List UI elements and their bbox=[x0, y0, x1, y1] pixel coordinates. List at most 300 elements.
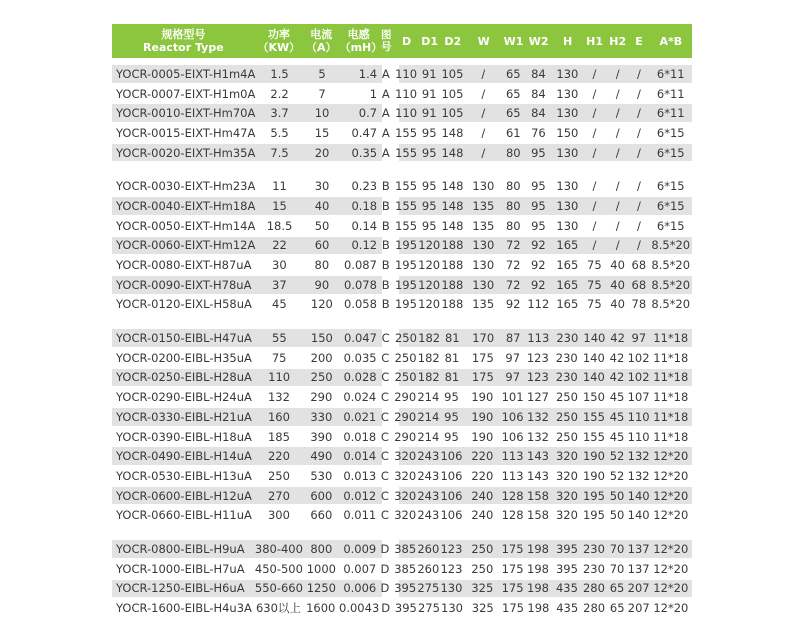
cell-h: 130 bbox=[556, 145, 579, 160]
cell-w1: 72 bbox=[505, 277, 521, 292]
cell-w: 130 bbox=[472, 277, 495, 292]
cell-w2: 76 bbox=[531, 125, 546, 140]
cell-h1: 230 bbox=[582, 561, 605, 576]
cell-h2: 65 bbox=[609, 601, 625, 616]
cell-w: 240 bbox=[471, 488, 494, 503]
cell-figure-no: A bbox=[381, 125, 390, 140]
cell-power-kw: 450-500 bbox=[254, 561, 303, 576]
cell-d: 195 bbox=[394, 297, 417, 312]
cell-h: 250 bbox=[555, 409, 578, 424]
row-group bbox=[112, 64, 692, 162]
cell-a-b: 8.5*20 bbox=[651, 297, 691, 312]
cell-w2: 95 bbox=[531, 218, 546, 233]
header-inductance-cn: 电感 bbox=[347, 28, 370, 41]
cell-e: / bbox=[636, 179, 641, 194]
cell-reactor-type: YOCR-0600-EIBL-H12uA bbox=[116, 488, 252, 503]
cell-w2: 198 bbox=[527, 541, 549, 556]
cell-d2: 81 bbox=[444, 370, 460, 385]
row-group bbox=[112, 176, 692, 314]
cell-h1: 280 bbox=[582, 581, 605, 596]
cell-e: / bbox=[636, 198, 641, 213]
cell-d1: 95 bbox=[421, 198, 437, 213]
cell-h: 230 bbox=[556, 331, 579, 346]
cell-current-a: 1000 bbox=[306, 561, 336, 576]
cell-d1: 275 bbox=[417, 581, 440, 596]
cell-h2: / bbox=[615, 106, 620, 121]
cell-current-a: 390 bbox=[310, 429, 333, 444]
cell-w1: 101 bbox=[501, 390, 524, 405]
cell-figure-no: D bbox=[380, 561, 390, 576]
cell-h1: 150 bbox=[582, 390, 605, 405]
cell-figure-no: C bbox=[380, 429, 389, 444]
cell-figure-no: A bbox=[381, 106, 390, 121]
cell-inductance-mh: 0.7 bbox=[358, 106, 378, 121]
cell-reactor-type: YOCR-0060-EIXT-Hm12A bbox=[116, 238, 256, 253]
table-row bbox=[112, 466, 692, 486]
cell-power-kw: 380-400 bbox=[254, 541, 303, 556]
table-row bbox=[112, 123, 692, 143]
cell-d: 320 bbox=[394, 488, 417, 503]
header-d1: D1 bbox=[421, 34, 439, 48]
cell-d2: 148 bbox=[441, 218, 464, 233]
cell-d: 155 bbox=[395, 125, 418, 140]
cell-d2: 95 bbox=[444, 429, 459, 444]
table-row bbox=[112, 328, 692, 348]
cell-h1: 190 bbox=[582, 449, 605, 464]
cell-h2: 70 bbox=[609, 541, 625, 556]
cell-power-kw: 185 bbox=[267, 429, 290, 444]
cell-h1: 140 bbox=[582, 350, 605, 365]
header-power-cn: 功率 bbox=[267, 28, 290, 41]
cell-w2: 92 bbox=[530, 277, 546, 292]
cell-reactor-type: YOCR-0200-EIBL-H35uA bbox=[116, 350, 252, 365]
header-e: E bbox=[635, 34, 643, 48]
cell-reactor-type: YOCR-1000-EIBL-H7uA bbox=[116, 561, 245, 576]
cell-current-a: 150 bbox=[310, 331, 333, 346]
header-power bbox=[255, 28, 303, 54]
cell-h1: 195 bbox=[582, 488, 605, 503]
cell-w1: 175 bbox=[501, 581, 524, 596]
cell-d2: 148 bbox=[441, 125, 464, 140]
cell-h: 130 bbox=[556, 66, 579, 81]
cell-current-a: 330 bbox=[310, 409, 333, 424]
cell-e: 102 bbox=[627, 370, 650, 385]
cell-a-b: 6*15 bbox=[656, 145, 685, 160]
cell-d1: 214 bbox=[417, 390, 440, 405]
cell-inductance-mh: 0.0043 bbox=[339, 601, 380, 616]
cell-d: 155 bbox=[395, 218, 418, 233]
cell-figure-no: B bbox=[381, 198, 390, 213]
cell-d1: 182 bbox=[417, 350, 440, 365]
cell-d: 395 bbox=[394, 581, 417, 596]
cell-d: 250 bbox=[394, 331, 417, 346]
cell-figure-no: C bbox=[380, 468, 389, 483]
cell-a-b: 12*20 bbox=[653, 508, 689, 523]
cell-h1: / bbox=[592, 125, 597, 140]
cell-d1: 120 bbox=[418, 258, 441, 273]
cell-d2: 81 bbox=[444, 331, 460, 346]
cell-inductance-mh: 0.047 bbox=[344, 331, 377, 346]
cell-w2: 113 bbox=[527, 331, 550, 346]
table-row bbox=[112, 368, 692, 388]
cell-reactor-type: YOCR-0490-EIBL-H14uA bbox=[116, 449, 252, 464]
header-current-cn: 电流 bbox=[310, 28, 333, 41]
cell-figure-no: A bbox=[381, 86, 390, 101]
cell-power-kw: 250 bbox=[267, 468, 290, 483]
header-current bbox=[303, 28, 340, 54]
cell-d2: 106 bbox=[440, 449, 463, 464]
cell-d2: 123 bbox=[440, 561, 463, 576]
cell-h: 320 bbox=[555, 488, 578, 503]
cell-e: 68 bbox=[631, 258, 647, 273]
cell-w1: 113 bbox=[501, 468, 524, 483]
cell-e: 207 bbox=[627, 581, 650, 596]
cell-w1: 106 bbox=[501, 409, 524, 424]
header-current-unit: （A） bbox=[306, 41, 337, 54]
cell-h2: 65 bbox=[609, 581, 625, 596]
cell-reactor-type: YOCR-0080-EIXT-H87uA bbox=[116, 258, 252, 273]
cell-h1: 75 bbox=[587, 258, 602, 273]
table-row bbox=[112, 539, 692, 559]
cell-w: 190 bbox=[471, 390, 494, 405]
cell-power-kw: 7.5 bbox=[270, 145, 289, 160]
cell-figure-no: A bbox=[381, 145, 390, 160]
cell-w1: 128 bbox=[501, 508, 524, 523]
cell-a-b: 8.5*20 bbox=[651, 238, 691, 253]
cell-h2: 52 bbox=[609, 468, 625, 483]
cell-w: 220 bbox=[471, 468, 494, 483]
cell-d1: 260 bbox=[417, 541, 440, 556]
cell-a-b: 11*18 bbox=[653, 350, 689, 365]
cell-a-b: 8.5*20 bbox=[651, 258, 691, 273]
cell-d1: 182 bbox=[417, 370, 440, 385]
table-row bbox=[112, 505, 692, 525]
cell-current-a: 7 bbox=[318, 86, 326, 101]
cell-w1: 72 bbox=[505, 238, 521, 253]
cell-h1: 230 bbox=[582, 541, 605, 556]
cell-a-b: 12*20 bbox=[653, 561, 689, 576]
cell-inductance-mh: 0.47 bbox=[351, 125, 378, 140]
cell-d2: 188 bbox=[441, 297, 464, 312]
cell-inductance-mh: 0.028 bbox=[343, 370, 377, 385]
cell-h2: 70 bbox=[609, 561, 625, 576]
cell-power-kw: 37 bbox=[272, 277, 287, 292]
cell-reactor-type: YOCR-0390-EIBL-H18uA bbox=[116, 429, 252, 444]
cell-w2: 198 bbox=[527, 561, 549, 576]
cell-h1: 190 bbox=[582, 468, 605, 483]
cell-reactor-type: YOCR-0530-EIBL-H13uA bbox=[116, 468, 252, 483]
cell-w2: 95 bbox=[531, 145, 546, 160]
cell-power-kw: 3.7 bbox=[270, 106, 289, 121]
cell-h2: 40 bbox=[610, 277, 625, 292]
cell-figure-no: B bbox=[381, 297, 390, 312]
cell-w1: 175 bbox=[501, 541, 524, 556]
table-row bbox=[112, 559, 692, 579]
cell-a-b: 11*18 bbox=[653, 429, 689, 444]
cell-d1: 260 bbox=[417, 561, 440, 576]
cell-a-b: 11*18 bbox=[653, 331, 689, 346]
cell-inductance-mh: 0.013 bbox=[343, 468, 377, 483]
cell-w: 325 bbox=[471, 581, 494, 596]
cell-e: / bbox=[636, 106, 641, 121]
cell-w2: 84 bbox=[531, 86, 546, 101]
cell-power-kw: 11 bbox=[272, 179, 287, 194]
cell-w2: 92 bbox=[530, 258, 546, 273]
cell-reactor-type: YOCR-1250-EIBL-H6uA bbox=[116, 581, 245, 596]
cell-inductance-mh: 0.18 bbox=[351, 198, 378, 213]
cell-inductance-mh: 0.14 bbox=[351, 218, 378, 233]
cell-figure-no: C bbox=[380, 409, 389, 424]
table-row bbox=[112, 176, 692, 196]
cell-e: / bbox=[636, 125, 641, 140]
cell-d: 395 bbox=[394, 601, 417, 616]
cell-d2: 106 bbox=[440, 508, 463, 523]
cell-h1: / bbox=[592, 198, 597, 213]
cell-d2: 106 bbox=[440, 488, 463, 503]
table-row bbox=[112, 446, 692, 466]
cell-figure-no: C bbox=[380, 390, 389, 405]
cell-h1: / bbox=[592, 145, 597, 160]
cell-w1: 72 bbox=[505, 258, 521, 273]
cell-inductance-mh: 0.35 bbox=[351, 145, 378, 160]
cell-h2: / bbox=[615, 198, 620, 213]
cell-d2: 106 bbox=[440, 468, 463, 483]
cell-h: 165 bbox=[556, 258, 579, 273]
cell-e: / bbox=[636, 145, 641, 160]
cell-figure-no: C bbox=[381, 350, 390, 365]
cell-d2: 148 bbox=[441, 145, 464, 160]
cell-d2: 95 bbox=[444, 409, 459, 424]
cell-e: / bbox=[636, 66, 641, 81]
cell-figure-no: B bbox=[381, 238, 390, 253]
cell-current-a: 50 bbox=[314, 218, 330, 233]
cell-a-b: 11*18 bbox=[653, 370, 689, 385]
cell-figure-no: C bbox=[380, 508, 389, 523]
cell-inductance-mh: 0.021 bbox=[343, 409, 377, 424]
cell-e: 140 bbox=[627, 508, 650, 523]
cell-h: 165 bbox=[556, 238, 579, 253]
cell-inductance-mh: 0.012 bbox=[343, 488, 377, 503]
cell-h1: / bbox=[592, 66, 597, 81]
table-row bbox=[112, 598, 692, 618]
row-group bbox=[112, 328, 692, 525]
cell-current-a: 250 bbox=[310, 370, 333, 385]
cell-w1: 106 bbox=[501, 429, 524, 444]
cell-a-b: 12*20 bbox=[653, 541, 689, 556]
cell-d: 195 bbox=[394, 277, 417, 292]
cell-w: 250 bbox=[471, 541, 494, 556]
cell-w: 135 bbox=[472, 218, 495, 233]
cell-w: 240 bbox=[471, 508, 494, 523]
cell-d: 290 bbox=[394, 390, 417, 405]
cell-w2: 95 bbox=[531, 179, 546, 194]
cell-h: 395 bbox=[555, 541, 578, 556]
cell-h2: / bbox=[615, 179, 620, 194]
cell-h2: / bbox=[615, 238, 620, 253]
cell-power-kw: 1.5 bbox=[270, 66, 289, 81]
cell-w2: 158 bbox=[527, 488, 549, 503]
cell-d: 290 bbox=[394, 429, 417, 444]
cell-reactor-type: YOCR-0660-EIBL-H11uA bbox=[116, 508, 252, 523]
cell-w2: 112 bbox=[527, 297, 550, 312]
cell-d: 195 bbox=[394, 258, 417, 273]
header-inductance-unit: （mH） bbox=[339, 41, 383, 54]
cell-w1: 128 bbox=[501, 488, 524, 503]
cell-current-a: 5 bbox=[318, 66, 326, 81]
cell-current-a: 10 bbox=[314, 106, 330, 121]
cell-w2: 84 bbox=[531, 66, 546, 81]
cell-d: 320 bbox=[394, 449, 417, 464]
cell-w: 130 bbox=[472, 258, 495, 273]
cell-h2: 50 bbox=[609, 508, 625, 523]
cell-w: / bbox=[481, 66, 486, 81]
cell-h: 165 bbox=[556, 277, 579, 292]
cell-d1: 243 bbox=[417, 508, 440, 523]
cell-power-kw: 220 bbox=[267, 449, 290, 464]
cell-d1: 243 bbox=[417, 449, 440, 464]
cell-d1: 275 bbox=[417, 601, 440, 616]
cell-a-b: 6*15 bbox=[656, 218, 685, 233]
cell-power-kw: 18.5 bbox=[266, 218, 293, 233]
cell-inductance-mh: 0.024 bbox=[343, 390, 377, 405]
cell-inductance-mh: 0.23 bbox=[351, 179, 378, 194]
cell-inductance-mh: 0.018 bbox=[343, 429, 377, 444]
cell-w2: 95 bbox=[531, 198, 546, 213]
cell-e: 140 bbox=[627, 488, 650, 503]
cell-power-kw: 22 bbox=[272, 238, 287, 253]
cell-h2: / bbox=[615, 218, 620, 233]
table-row bbox=[112, 486, 692, 506]
cell-reactor-type: YOCR-0005-EIXT-H1m4A bbox=[116, 66, 256, 81]
table-row bbox=[112, 295, 692, 315]
cell-current-a: 290 bbox=[310, 390, 333, 405]
cell-e: 137 bbox=[627, 561, 650, 576]
cell-inductance-mh: 0.009 bbox=[343, 541, 377, 556]
cell-h1: 75 bbox=[587, 277, 602, 292]
cell-h1: 280 bbox=[583, 601, 606, 616]
cell-figure-no: B bbox=[381, 179, 390, 194]
cell-a-b: 6*15 bbox=[656, 125, 685, 140]
cell-w2: 123 bbox=[526, 350, 549, 365]
cell-e: 207 bbox=[627, 601, 650, 616]
table-row bbox=[112, 275, 692, 295]
cell-h: 320 bbox=[555, 468, 578, 483]
cell-reactor-type: YOCR-0050-EIXT-Hm14A bbox=[116, 218, 256, 233]
cell-inductance-mh: 0.087 bbox=[344, 258, 377, 273]
cell-figure-no: B bbox=[381, 277, 390, 292]
table-row bbox=[112, 143, 692, 163]
cell-w1: 175 bbox=[502, 601, 524, 616]
cell-h1: 195 bbox=[582, 508, 605, 523]
cell-current-a: 1250 bbox=[306, 581, 336, 596]
cell-current-a: 40 bbox=[314, 198, 330, 213]
cell-inductance-mh: 0.006 bbox=[343, 581, 377, 596]
header-h: H bbox=[562, 34, 573, 48]
cell-h: 435 bbox=[555, 581, 578, 596]
cell-w1: 97 bbox=[505, 350, 521, 365]
cell-inductance-mh: 1 bbox=[369, 86, 378, 101]
cell-h: 230 bbox=[555, 350, 578, 365]
cell-w: 175 bbox=[471, 370, 494, 385]
cell-reactor-type: YOCR-0250-EIBL-H28uA bbox=[116, 370, 252, 385]
cell-power-kw: 160 bbox=[267, 409, 290, 424]
cell-current-a: 15 bbox=[314, 125, 330, 140]
cell-d1: 91 bbox=[421, 66, 437, 81]
cell-d1: 120 bbox=[418, 297, 441, 312]
cell-h2: 40 bbox=[610, 258, 625, 273]
cell-e: 110 bbox=[627, 429, 650, 444]
cell-d1: 95 bbox=[421, 179, 437, 194]
cell-d2: 188 bbox=[441, 277, 464, 292]
cell-d1: 91 bbox=[421, 86, 437, 101]
cell-d2: 130 bbox=[440, 581, 463, 596]
cell-h: 320 bbox=[555, 449, 578, 464]
cell-w2: 198 bbox=[527, 601, 550, 616]
cell-w2: 132 bbox=[527, 409, 549, 424]
cell-current-a: 60 bbox=[314, 238, 330, 253]
cell-a-b: 6*15 bbox=[656, 179, 685, 194]
cell-power-kw: 270 bbox=[267, 488, 290, 503]
cell-w1: 80 bbox=[505, 218, 521, 233]
cell-h: 130 bbox=[556, 218, 579, 233]
header-w1: W1 bbox=[503, 34, 524, 48]
cell-w2: 92 bbox=[531, 238, 546, 253]
cell-e: 102 bbox=[627, 350, 650, 365]
cell-reactor-type: YOCR-1600-EIBL-H4u3A bbox=[116, 601, 252, 616]
cell-w1: 113 bbox=[501, 449, 524, 464]
header-w2: W2 bbox=[528, 34, 549, 48]
cell-current-a: 600 bbox=[310, 488, 333, 503]
cell-d: 110 bbox=[395, 106, 418, 121]
cell-w1: 65 bbox=[505, 86, 521, 101]
cell-w2: 84 bbox=[531, 106, 546, 121]
cell-h2: / bbox=[615, 86, 620, 101]
cell-current-a: 80 bbox=[314, 258, 330, 273]
cell-h: 130 bbox=[556, 106, 579, 121]
cell-reactor-type: YOCR-0290-EIBL-H24uA bbox=[116, 390, 252, 405]
cell-reactor-type: YOCR-0330-EIBL-H21uA bbox=[116, 409, 252, 424]
cell-e: 78 bbox=[631, 297, 647, 312]
cell-d: 110 bbox=[395, 66, 418, 81]
cell-e: 137 bbox=[627, 541, 650, 556]
cell-d: 250 bbox=[394, 350, 417, 365]
cell-w1: 175 bbox=[501, 561, 524, 576]
cell-reactor-type: YOCR-0120-EIXL-H58uA bbox=[116, 297, 252, 312]
cell-reactor-type: YOCR-0800-EIBL-H9uA bbox=[116, 541, 245, 556]
reactor-spec-table bbox=[112, 24, 692, 618]
cell-figure-no: D bbox=[380, 581, 390, 596]
cell-w: 190 bbox=[471, 429, 494, 444]
cell-d: 250 bbox=[394, 370, 417, 385]
cell-d2: 188 bbox=[441, 238, 464, 253]
cell-inductance-mh: 0.078 bbox=[344, 277, 377, 292]
cell-h: 435 bbox=[556, 601, 579, 616]
cell-d2: 130 bbox=[441, 601, 463, 616]
cell-current-a: 530 bbox=[310, 468, 333, 483]
cell-e: 132 bbox=[627, 468, 650, 483]
cell-h2: 45 bbox=[609, 390, 625, 405]
header-type-en: Reactor Type bbox=[143, 41, 224, 54]
table-row bbox=[112, 84, 692, 104]
cell-h2: / bbox=[615, 66, 620, 81]
cell-h: 130 bbox=[556, 198, 579, 213]
header-power-unit: （KW） bbox=[257, 41, 301, 54]
cell-d1: 91 bbox=[421, 106, 437, 121]
cell-reactor-type: YOCR-0020-EIXT-Hm35A bbox=[116, 145, 256, 160]
cell-h1: 140 bbox=[583, 331, 606, 346]
cell-h: 165 bbox=[556, 297, 579, 312]
cell-figure-no: C bbox=[380, 449, 389, 464]
